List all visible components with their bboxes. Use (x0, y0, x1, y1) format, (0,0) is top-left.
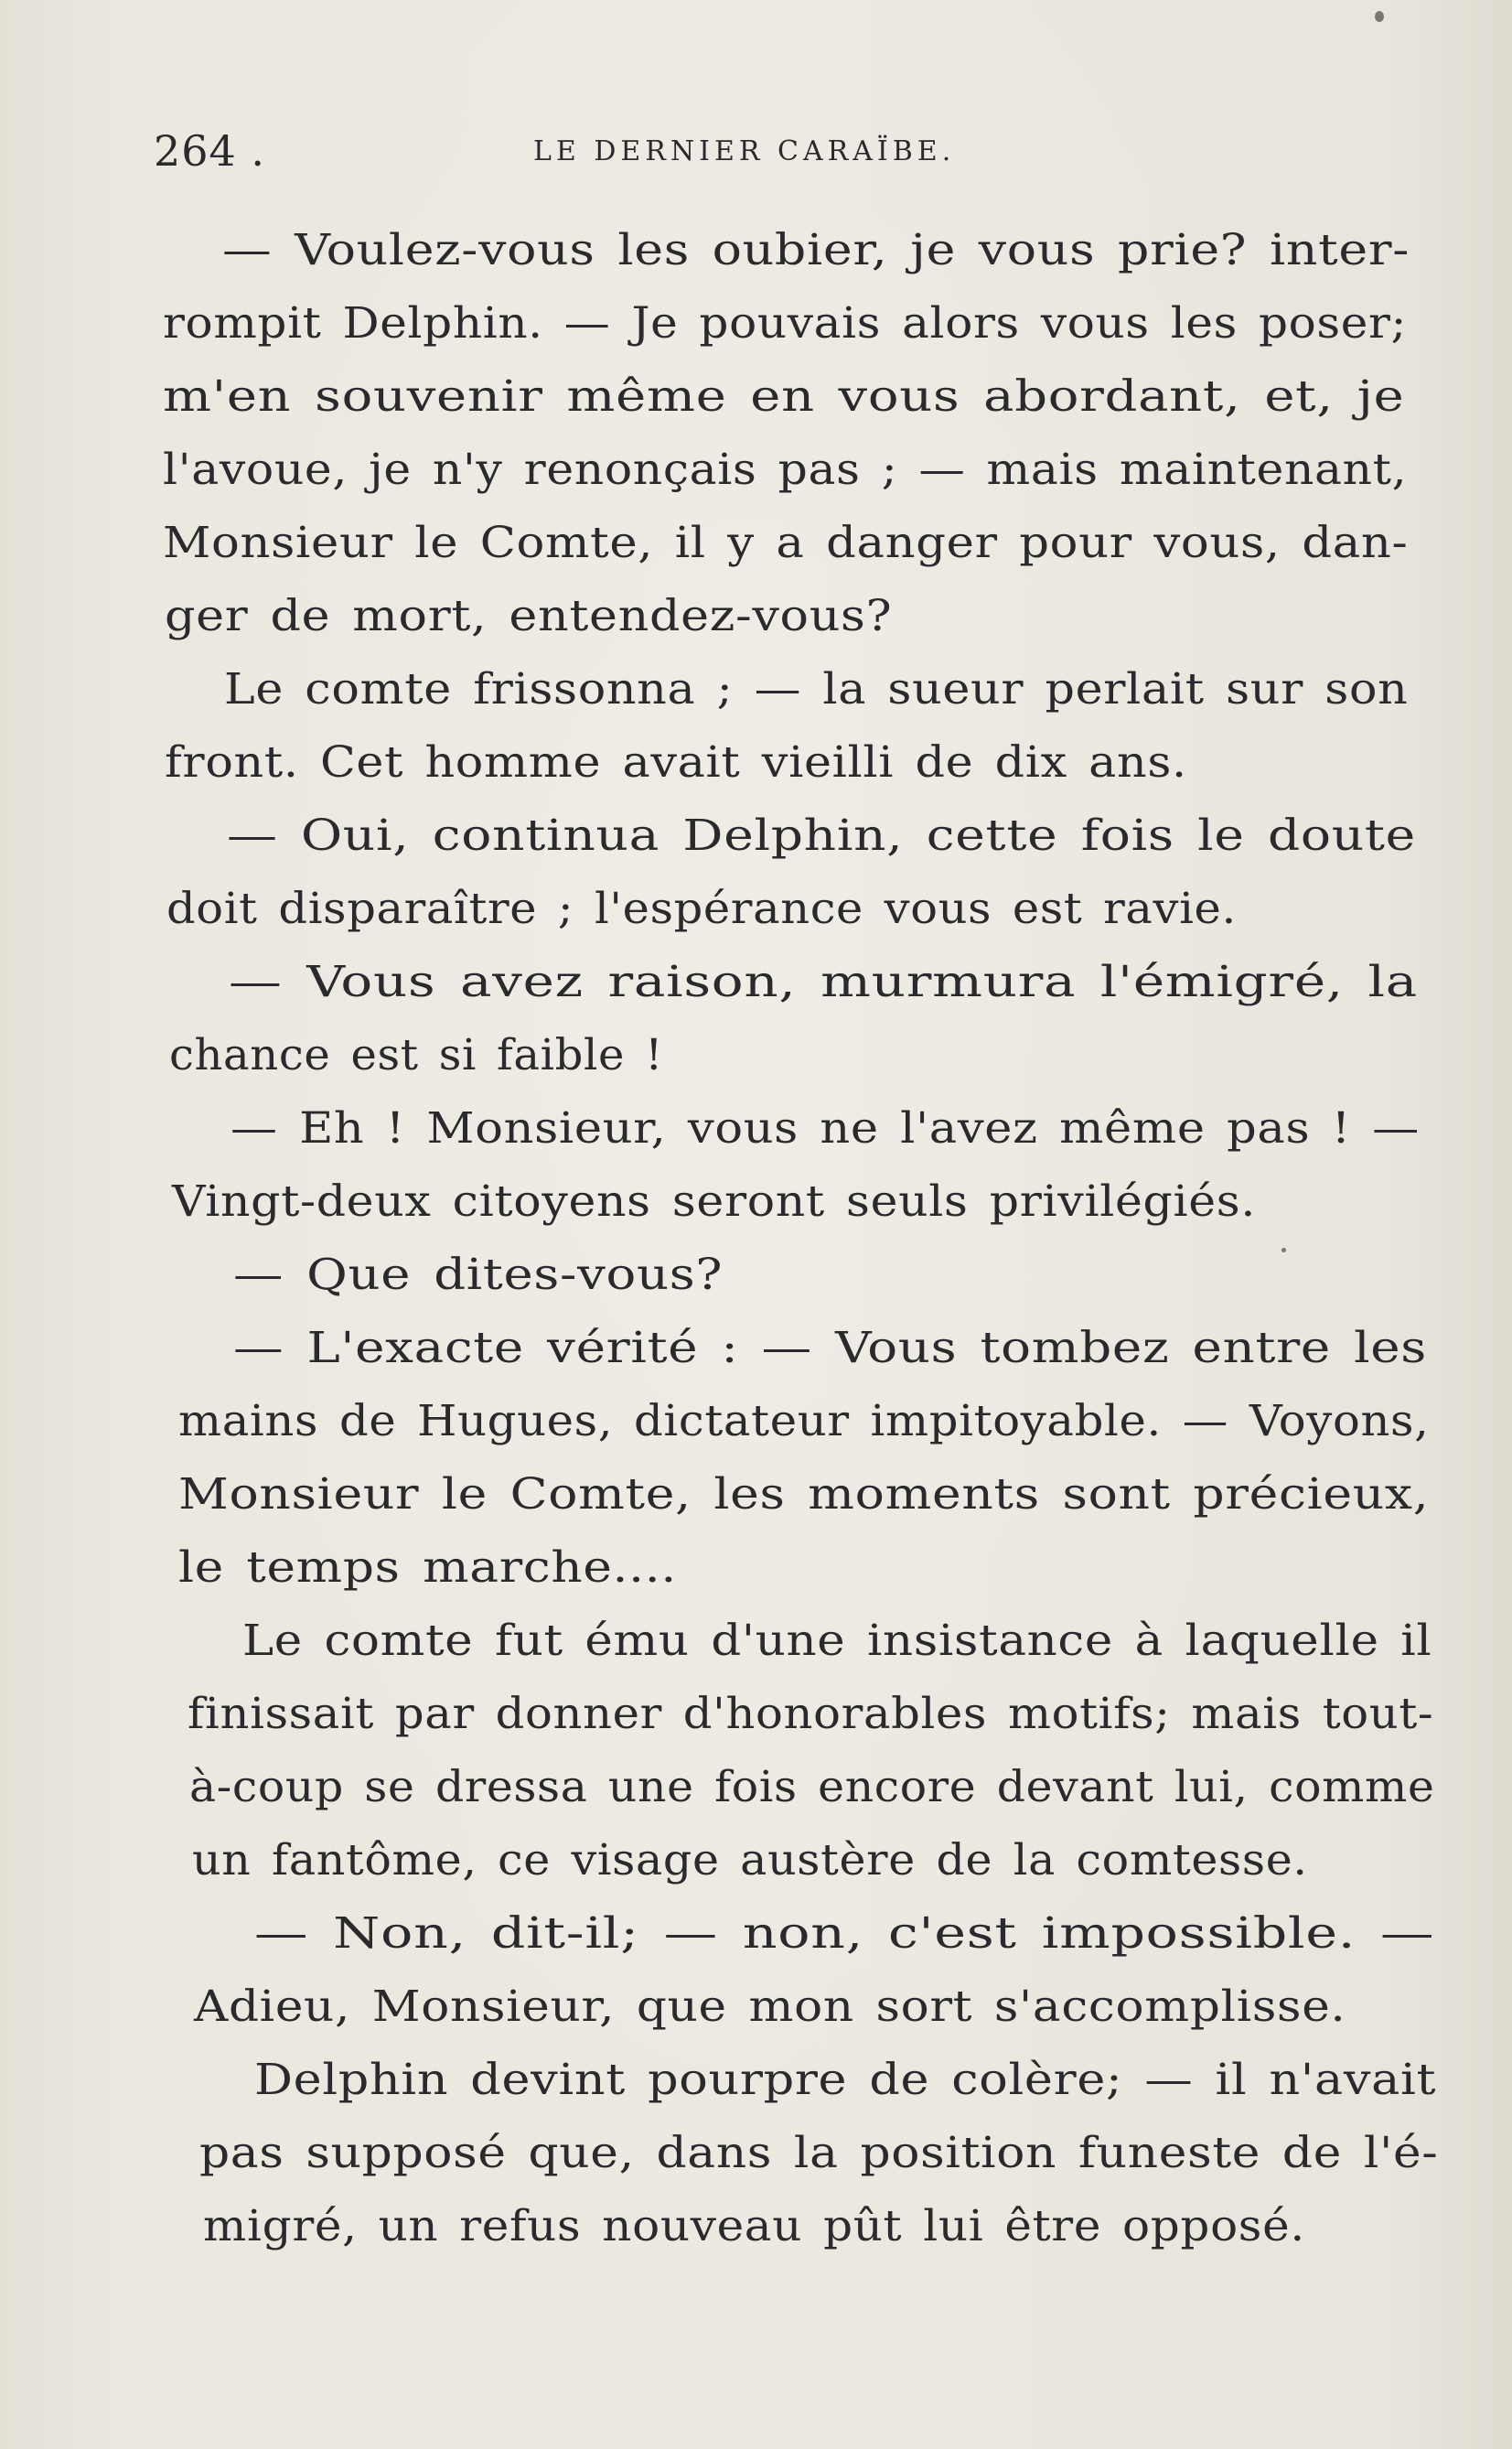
text-line: Vingt-deux citoyens seront seuls privilégiés. (172, 1176, 1257, 1226)
text-line: — Non, dit-il; — non, c'est impossible. — (254, 1908, 1435, 1958)
running-title: LE DERNIER CARAÏBE. (533, 135, 956, 167)
text-line: un fantôme, ce visage austère de la comtesse. (192, 1835, 1308, 1885)
text-line: — Eh ! Monsieur, vous ne l'avez même pas ! — (231, 1103, 1420, 1153)
text-line: Le comte fut ému d'une insistance à laquelle il (242, 1616, 1432, 1665)
text-line: — Oui, continua Delphin, cette fois le doute (227, 811, 1416, 860)
text-line: — Voulez-vous les oubier, je vous prie? inter- (222, 225, 1410, 274)
text-line: migré, un refus nouveau pût lui être opposé. (203, 2201, 1305, 2250)
text-line: — Que dites-vous? (233, 1250, 724, 1299)
page-number: 264 . (154, 126, 266, 176)
text-line: Monsieur le Comte, il y a danger pour vous, dan- (163, 518, 1409, 567)
text-line: ger de mort, entendez-vous? (165, 591, 893, 640)
text-line: pas supposé que, dans la position funeste de l'é- (199, 2128, 1439, 2177)
text-line: Delphin devint pourpre de colère; — il n'avait (254, 2055, 1437, 2104)
text-line: chance est si faible ! (169, 1030, 663, 1079)
text-line: Monsieur le Comte, les moments sont précieux, (178, 1469, 1430, 1519)
text-line: l'avoue, je n'y renonçais pas ; — mais maintenant, (163, 445, 1408, 494)
paper-speck (1281, 1248, 1286, 1252)
text-line: Le comte frissonna ; — la sueur perlait sur son (224, 664, 1409, 714)
text-line: m'en souvenir même en vous abordant, et, je (163, 371, 1405, 421)
text-line: à-coup se dressa une fois encore devant lui, comme (189, 1762, 1435, 1811)
text-line: le temps marche.... (178, 1542, 677, 1592)
text-line: mains de Hugues, dictateur impitoyable. — Voyons, (178, 1396, 1430, 1445)
text-line: Adieu, Monsieur, que mon sort s'accomplisse. (194, 1982, 1346, 2031)
text-line: doit disparaître ; l'espérance vous est ravie. (166, 884, 1237, 933)
text-line: front. Cet homme avait vieilli de dix ans. (165, 737, 1187, 787)
text-line: — Vous avez raison, murmura l'émigré, la (229, 957, 1419, 1006)
text-line: — L'exacte vérité : — Vous tombez entre les (233, 1323, 1428, 1372)
paper-speck (1375, 11, 1384, 22)
text-line: finissait par donner d'honorables motifs; mais tout- (188, 1689, 1434, 1738)
running-header (154, 126, 1032, 181)
text-line: rompit Delphin. — Je pouvais alors vous les poser; (163, 298, 1408, 348)
